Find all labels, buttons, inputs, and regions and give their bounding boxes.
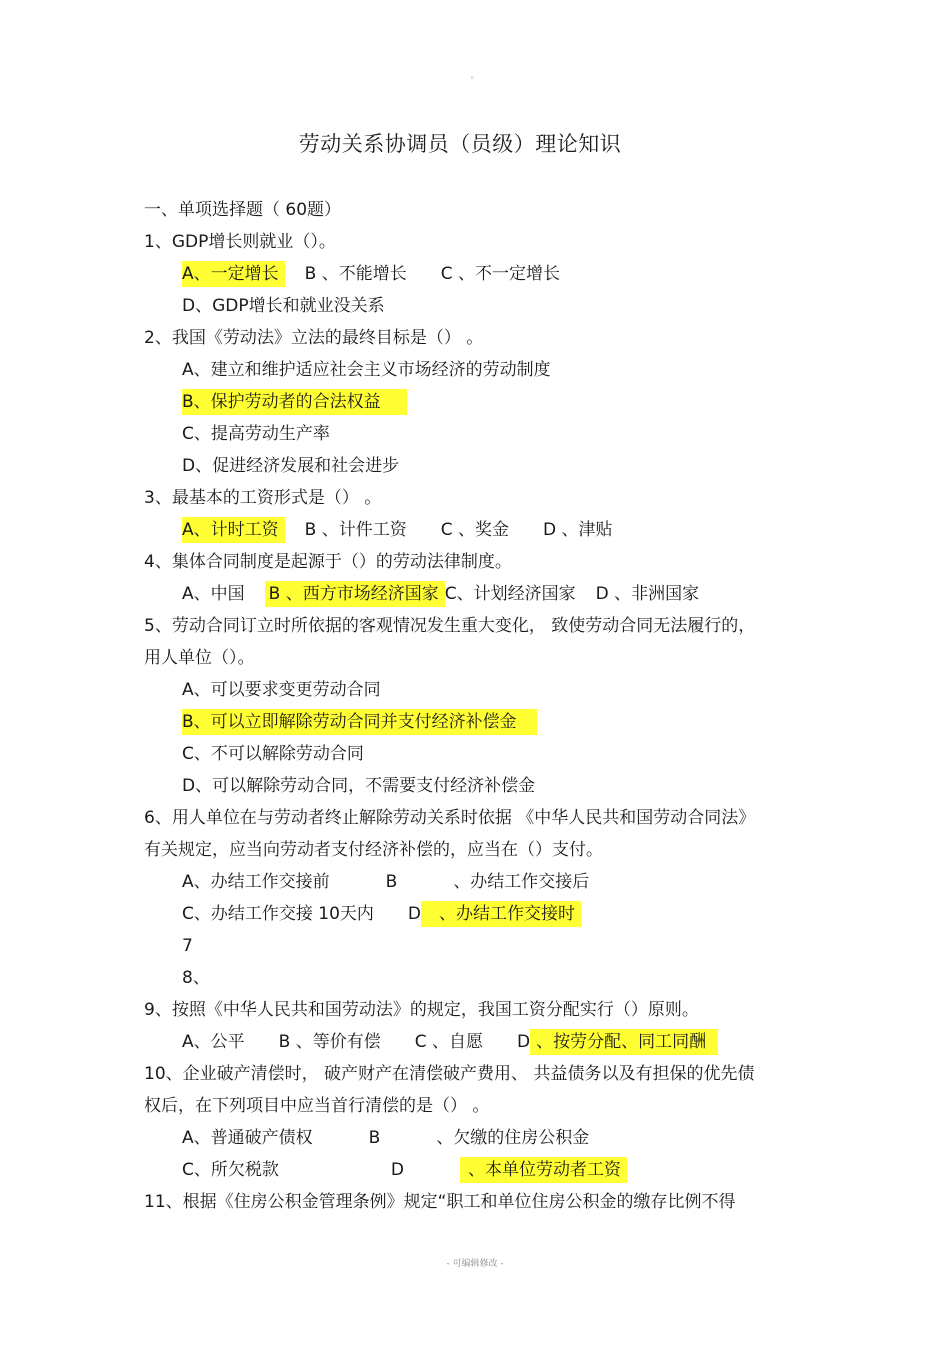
q5-option-c: C、不可以解除劳动合同 — [182, 744, 364, 764]
q1-options-row — [182, 262, 560, 286]
q10-option-b: 、欠缴的住房公积金 — [436, 1128, 590, 1148]
q4-option-c: C、计划经济国家 — [444, 584, 576, 604]
q6-option-c: C、办结工作交接 10天内 — [182, 904, 374, 924]
q9-stem: 9、按照《中华人民共和国劳动法》的规定，我国工资分配实行（）原则。 — [144, 1000, 699, 1020]
q6-stem-line1: 6、用人单位在与劳动者终止解除劳动关系时依据 《中华人民共和国劳动合同法》 — [144, 808, 756, 828]
q6-option-d-letter: D — [407, 904, 421, 924]
q1-option-c: C 、不一定增长 — [440, 264, 560, 284]
q3-option-c: C 、奖金 — [440, 520, 509, 540]
q9-option-d: 、按劳分配、同工同酬 — [530, 1029, 718, 1055]
q6-stem-line2: 有关规定，应当向劳动者支付经济补偿的，应当在（）支付。 — [144, 840, 603, 860]
q3-option-d: D 、津贴 — [543, 520, 613, 540]
q6-option-b-letter: B — [385, 872, 398, 892]
q10-stem-line1: 10、企业破产清偿时， 破产财产在清偿破产费用、 共益债务以及有担保的优先债 — [144, 1064, 755, 1084]
q9-option-c: C 、自愿 — [414, 1032, 483, 1052]
header-mark: 。 — [470, 71, 480, 81]
q7-number: 7 — [182, 936, 193, 956]
q10-options-row2 — [182, 1158, 627, 1182]
q3-option-b: B 、计件工资 — [304, 520, 407, 540]
q11-stem: 11、根据《住房公积金管理条例》规定“职工和单位住房公积金的缴存比例不得 — [144, 1192, 736, 1212]
q10-options-row1 — [182, 1126, 589, 1150]
q6-option-d: 、办结工作交接时 — [421, 901, 581, 927]
q8-number: 8、 — [182, 968, 210, 988]
page-title: 劳动关系协调员（员级）理论知识 — [298, 132, 622, 156]
section-heading: 一、单项选择题（ 60题） — [144, 200, 342, 220]
q6-options-row2 — [182, 902, 581, 926]
q3-stem: 3、最基本的工资形式是（） 。 — [144, 488, 382, 508]
q3-options-row — [182, 518, 613, 542]
q1-option-b: B 、不能增长 — [304, 264, 407, 284]
q6-options-row1 — [182, 870, 589, 894]
q2-option-a: A、建立和维护适应社会主义市场经济的劳动制度 — [182, 360, 551, 380]
q4-option-b: B 、西方市场经济国家 — [265, 581, 445, 607]
q3-option-a: A、计时工资 — [182, 517, 285, 543]
q10-option-a: A、普通破产债权 — [182, 1128, 313, 1148]
q10-stem-line2: 权后，在下列项目中应当首行清偿的是（） 。 — [144, 1096, 490, 1116]
q1-stem: 1、GDP增长则就业（）。 — [144, 232, 336, 252]
q2-option-b-row — [182, 390, 407, 414]
q4-option-d: D 、非洲国家 — [595, 584, 700, 604]
q2-option-b: B、保护劳动者的合法权益 — [182, 389, 407, 415]
page-footer: - 可编辑修改 - — [446, 1259, 504, 1269]
q10-option-d-letter: D — [390, 1160, 404, 1180]
q10-option-d: 、本单位劳动者工资 — [460, 1157, 627, 1183]
q5-option-a: A、可以要求变更劳动合同 — [182, 680, 381, 700]
q5-option-d: D、可以解除劳动合同，不需要支付经济补偿金 — [182, 776, 536, 796]
q6-option-a: A、办结工作交接前 — [182, 872, 330, 892]
q4-stem: 4、集体合同制度是起源于（）的劳动法律制度。 — [144, 552, 512, 572]
q9-options-row — [182, 1030, 718, 1054]
q4-option-a: A、中国 — [182, 584, 245, 604]
q5-stem-line1: 5、劳动合同订立时所依据的客观情况发生重大变化， 致使劳动合同无法履行的， — [144, 616, 756, 636]
q2-option-c: C、提高劳动生产率 — [182, 424, 330, 444]
q9-option-a: A、公平 — [182, 1032, 245, 1052]
q1-option-d: D、GDP增长和就业没关系 — [182, 296, 385, 316]
q9-option-b: B 、等价有偿 — [278, 1032, 381, 1052]
q1-option-a: A、一定增长 — [182, 261, 285, 287]
q6-option-b: 、办结工作交接后 — [453, 872, 590, 892]
q4-options-row — [182, 582, 699, 606]
q5-option-b-row — [182, 710, 537, 734]
q10-option-b-letter: B — [368, 1128, 381, 1148]
q5-option-b: B、可以立即解除劳动合同并支付经济补偿金 — [182, 709, 537, 735]
q5-stem-line2: 用人单位（）。 — [144, 648, 255, 668]
q10-option-c: C、所欠税款 — [182, 1160, 279, 1180]
q2-option-d: D、促进经济发展和社会进步 — [182, 456, 400, 476]
q2-stem: 2、我国《劳动法》立法的最终目标是（） 。 — [144, 328, 484, 348]
q9-option-d-letter: D — [517, 1032, 531, 1052]
